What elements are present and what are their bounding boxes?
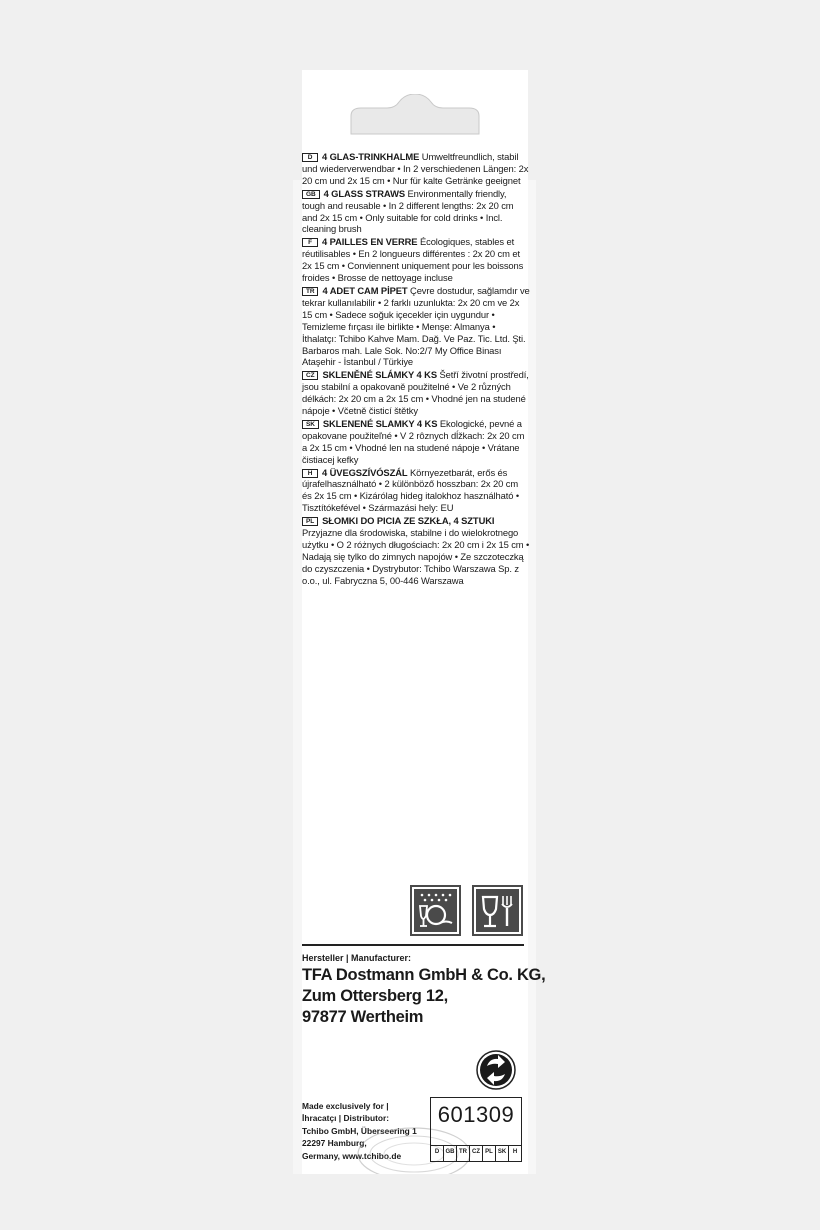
- section-de: [302, 151, 530, 187]
- section-gb: [302, 188, 530, 236]
- manufacturer-city: 97877 Wertheim: [302, 1008, 424, 1026]
- lang-badge: TR: [302, 287, 318, 296]
- section-body: Umweltfreundlich, stabil und wiederverwendbar • In 2 verschiedenen Längen: 2x 20 cm und 2x 15 cm • Nur für kalte Getränke geeignet: [302, 151, 529, 186]
- country-code-cell: SK: [496, 1146, 509, 1161]
- section-body: Environmentally friendly, tough and reusable • In 2 different lengths: 2x 20 cm and 2x 15 cm • Only suitable for cold drinks • Incl. cleaning brush: [302, 187, 514, 235]
- section-heading: 4 ADET CAM PİPET: [322, 284, 408, 296]
- country-code-cell: TR: [457, 1146, 470, 1161]
- section-h: [302, 467, 530, 515]
- lang-badge: H: [302, 469, 318, 478]
- section-cz: [302, 369, 530, 417]
- manufacturer-label: Hersteller | Manufacturer:: [302, 953, 412, 963]
- section-body: Çevre dostudur, sağlamdır ve tekrar kullanılabilir • 2 farklı uzunlukta: 2x 20 cm ve 2x 15 cm • Sadece soğuk içecekler için uygundur • Temizleme fırçası ile birlikte • Menşe: Almanya • İthalatçı: Tchibo Kahve Mam. Dağ. Ve Paz. Tic. Ltd. Şti. Barbaros mah. Lale Sok. No:2/7 My Office Binası Ataşehir - İstanbul / Türkiye: [302, 284, 530, 368]
- manufacturer-name: TFA Dostmann GmbH & Co. KG,: [302, 966, 546, 984]
- food-safe-icon: [472, 885, 523, 936]
- lang-badge: CZ: [302, 371, 318, 380]
- hang-hole: [347, 94, 483, 136]
- lang-badge: F: [302, 238, 318, 247]
- distributor-line: Made exclusively for |: [302, 1101, 389, 1111]
- article-number: 601309: [437, 1102, 515, 1127]
- section-body: Környezetbarát, erős és újrafelhasználható • 2 különböző hosszban: 2x 20 cm és 2x 15 cm • Kizárólag hideg italokhoz használható • Tisztítókefével • Származási hely: EU: [302, 466, 520, 514]
- country-code-cell: PL: [483, 1146, 496, 1161]
- distributor-line: 22297 Hamburg,: [302, 1138, 367, 1149]
- country-codes: [431, 1145, 521, 1161]
- lang-badge: PL: [302, 517, 318, 526]
- lang-badge: SK: [302, 420, 319, 429]
- divider: [302, 944, 524, 946]
- lang-badge: D: [302, 153, 318, 162]
- section-body: Šetří životní prostředí, jsou stabilní a opakovaně použitelné • Ve 2 různých délkách: 2x 20 cm a 2x 15 cm • Vhodné jen na studené nápoje • Včetně čisticí štětky: [302, 369, 529, 417]
- section-sk: [302, 418, 530, 466]
- manufacturer-address: [302, 965, 545, 1028]
- section-heading: 4 GLAS-TRINKHALME: [322, 151, 420, 162]
- section-tr: [302, 285, 530, 368]
- section-f: [302, 236, 530, 284]
- green-dot-recycling-icon: [476, 1050, 516, 1090]
- country-code-cell: GB: [444, 1146, 457, 1161]
- article-number-box: [430, 1097, 522, 1162]
- distributor-line: Tchibo GmbH, Überseering 1: [302, 1125, 417, 1136]
- country-code-cell: CZ: [470, 1146, 483, 1161]
- section-heading: SKLENĚNÉ SLÁMKY 4 KS: [322, 369, 437, 381]
- section-body: Écologiques, stables et réutilisables • En 2 longueurs différentes : 2x 20 cm et 2x 15 cm • Conviennent uniquement pour les boissons froides • Brosse de nettoyage incluse: [302, 236, 524, 284]
- country-code-cell: H: [512, 1149, 518, 1155]
- section-heading: SŁOMKI DO PICIA ZE SZKŁA, 4 SZTUKI: [322, 515, 495, 527]
- section-pl: [302, 515, 530, 586]
- dishwasher-safe-icon: [410, 885, 461, 936]
- section-heading: SKLENENÉ SLAMKY 4 KS: [322, 417, 438, 429]
- manufacturer-street: Zum Ottersberg 12,: [302, 987, 448, 1005]
- section-body: Ekologické, pevné a opakovane použiteľné • V 2 rôznych dĺžkach: 2x 20 cm a 2x 15 cm • Vhodné len na studené nápoje • Vrátane čistiacej kefky: [302, 417, 525, 465]
- care-icons: [410, 885, 524, 937]
- section-body: Przyjazne dla środowiska, stabilne i do wielokrotnego użytku • O 2 różnych długościach: 2x 20 cm i 2x 15 cm • Nadają się tylko do zimnych napojów • Ze szczoteczką do czyszczenia • Dystrybutor: Tchibo Warszawa Sp. z o.o., ul. Fabryczna 5, 00-446 Warszawa: [302, 527, 530, 586]
- section-heading: 4 PAILLES EN VERRE: [322, 236, 418, 248]
- section-heading: 4 GLASS STRAWS: [323, 187, 405, 199]
- distributor-line: İhracatçı | Distributor:: [302, 1113, 390, 1124]
- distributor-line: Germany, www.tchibo.de: [302, 1150, 402, 1161]
- product-description: [302, 151, 530, 588]
- country-code-cell: D: [431, 1146, 444, 1161]
- lang-badge: GB: [302, 190, 320, 199]
- section-heading: 4 ÜVEGSZÍVÓSZÁL: [322, 466, 408, 478]
